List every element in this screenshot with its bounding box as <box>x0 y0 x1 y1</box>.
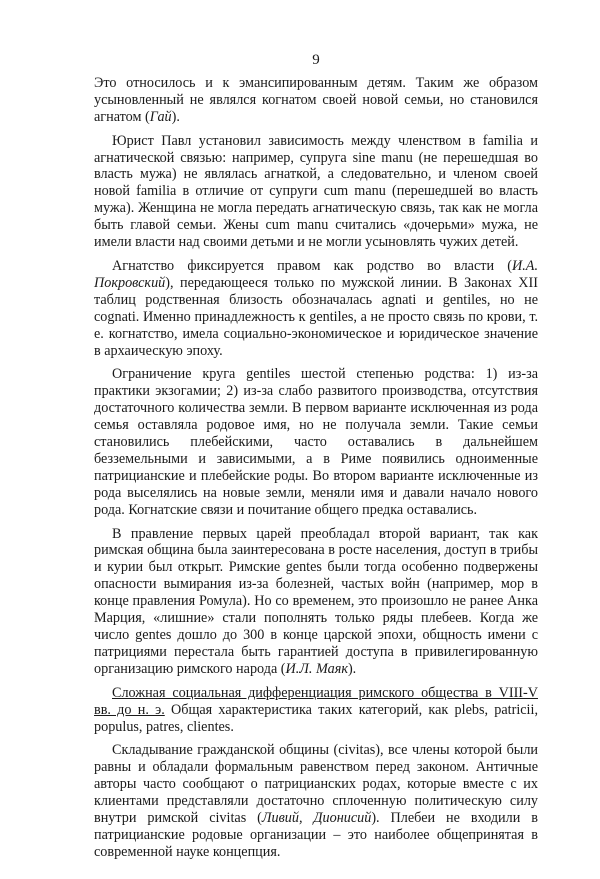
section-heading-paragraph <box>94 685 538 736</box>
paragraph-text: В правление первых царей преобладал второй вариант, так как римская община была заинтересована в росте населения, доступ в трибы и курии был открыт. Римские gentes были тогда особенно подвержены опасности вымирания из-за болезней, частых войн (например, мор в конце правления Ромула). Но со временем, это произошло не ранее Анка Марция, «лишние» стали пополнять только ряды плебеев. Когда же число gentes дошло до 300 в конце царской эпохи, общность имени с патрициями перестала быть гарантией доступа в привилегированную организацию римского народа ( <box>94 525 538 677</box>
body-text <box>94 75 538 861</box>
body-paragraph <box>94 75 538 126</box>
citation-author: И.А. Покровский <box>94 257 538 291</box>
paragraph-text: Это относилось и к эмансипированным детям. Таким же образом усыновленный не являлся когнатом своей новой семьи, но становился агнатом ( <box>94 74 538 125</box>
citation-author: Гай <box>149 108 172 125</box>
paragraph-text: ). <box>347 660 357 677</box>
body-paragraph <box>94 742 538 860</box>
section-heading: Сложная социальная дифференциация римского общества в VIII-V вв. до н. э. <box>94 684 538 718</box>
paragraph-text: ), передающееся только по мужской линии. В Законах XII таблиц родственная близость обозначалась agnati и gentiles, но не cognati. Именно принадлежность к gentiles, а не просто связь по крови, т. е. когнатство, имела социально-экономическое и юридическое значение в архаическую эпоху. <box>94 274 538 359</box>
citation-author: Ливий, Дионисий <box>261 810 372 827</box>
paragraph-text: Юрист Павл установил зависимость между членством в familia и агнатической связью: например, супруга sine manu (не перешедшая во власть мужа) не являлась агнаткой, а следовательно, и членом своей новой familia в отличие от супруги cum manu (перешедшей во власть мужа). Женщина не могла передать агнатическую связь, так как не могла быть главой семьи. Жены cum manu считались «дочерьми» мужа, не имели власти над своими детьми и не могли усыновлять чужих детей. <box>94 132 538 251</box>
page-number: 9 <box>312 52 320 68</box>
body-paragraph <box>94 133 538 251</box>
document-page <box>94 52 538 861</box>
body-paragraph <box>94 526 538 678</box>
paragraph-text: ). Плебеи не входили в патрицианские родовые организации – это наиболее общепринятая в современной науке концепция. <box>94 810 538 860</box>
body-paragraph <box>94 366 538 518</box>
paragraph-text: ). <box>171 108 180 125</box>
citation-author: И.Л. Маяк <box>285 660 348 677</box>
paragraph-text: Агнатство фиксируется правом как родство во власти ( <box>112 257 512 274</box>
paragraph-text: Складывание гражданской общины (civitas), все члены которой были равны и обладали формальным равенством перед законом. Античные авторы часто сообщают о патрицианских родах, которые вместе с их клиентами представляли достаточно сплоченную политическую силу внутри римской civitas ( <box>94 742 538 827</box>
paragraph-text: Общая характеристика таких категорий, как plebs, patricii, populus, patres, clientes. <box>94 701 538 735</box>
paragraph-text: Ограничение круга gentiles шестой степенью родства: 1) из-за практики экзогамии; 2) из-за слабо развитого производства, отсутствия достаточного количества земли. В первом варианте исключенная из рода семья оставляла родовое имя, но не получала земли. Такие семьи становились плебейскими, часто оставались в дальнейшем безземельными и зависимыми, а в Риме появились одноименные патрицианские и плебейские роды. Во втором варианте исключенные из рода выселялись на новые земли, меняли имя и давали начало нового рода. Когнатские связи и почитание общего предка оставались. <box>94 366 538 518</box>
body-paragraph <box>94 258 538 359</box>
